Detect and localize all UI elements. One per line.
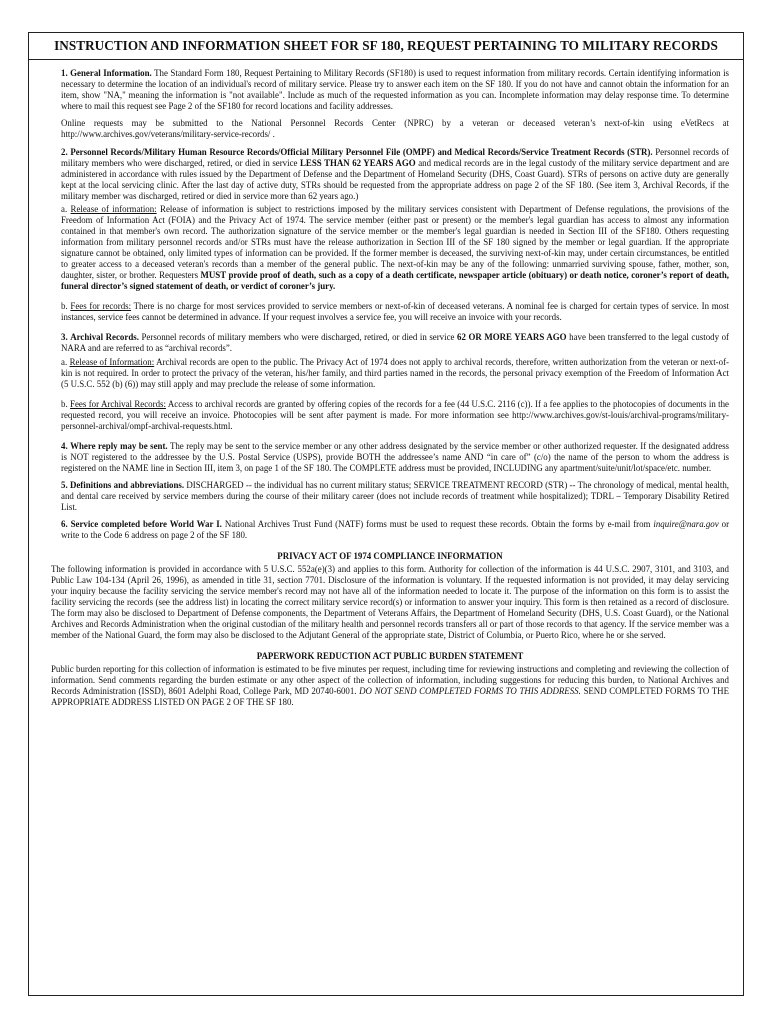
section-3-archival-records (61, 332, 729, 354)
section-5-number: 5. (61, 480, 68, 490)
section-2a-bold: MUST provide proof of death, such as a copy of a death certificate, newspaper article (obituary) or death notice, coroner’s report of death, funeral director’s signed statement of death, or verdict of coroner’s jury. (61, 270, 730, 292)
section-4-number: 4. (61, 440, 68, 451)
section-2-number: 2. (61, 146, 68, 157)
section-3b-text: Access to archival records are granted by offering copies of the records for a fee (44 U.S.C. 2116 (c)). If a fee applies to the photocopies of documents in the requested record, you will receive an invoice. Photocopies will be sent after payment is made. For more information see http://www.archives.gov/st-louis/archival-programs/military-personnel-archival/ompf-archival-requests.html. (61, 398, 729, 431)
paperwork-reduction-heading: PAPERWORK REDUCTION ACT PUBLIC BURDEN STATEMENT (256, 650, 524, 661)
section-2b-fees-for-records (61, 301, 729, 323)
section-2a-text: Release of information is subject to restrictions imposed by the military services consistent with Department of Defense regulations, the provisions of the Freedom of Information Act (FOIA) and the Privacy Act of 1974. The service member (either past or present) or the member's legal guardian has access to almost any information contained in that member's own record. The authorization signature of the service member or the member's legal guardian is needed in Section III of the SF180. Others requesting information from military personnel records and/or STRs must have the release authorization in Section III of the SF 180 signed by the member or legal guardian. If the appropriate signature cannot be obtained, only limited types of information can be provided. If the former member is deceased, the surviving next-of-kin may, under certain circumstances, be entitled to greater access to a deceased veteran's records than a member of the general public. The next-of-kin may be any of the following: unmarried surviving spouse, father, mother, son, daughter, sister, or brother. Requesters (61, 204, 729, 281)
section-6-number: 6. (61, 519, 68, 530)
section-2-text-1: Personnel records of military members who were discharged, retired, or died in service (61, 146, 730, 168)
section-2b-text: There is no charge for most services provided to service members or next-of-kin of deceased veterans. A nominal fee is charged for certain types of service. In most instances, service fees cannot be determined in advance. If your request involves a service fee, you will receive an invoice with your records. (61, 301, 729, 323)
section-3a-release-of-information (61, 357, 729, 390)
section-4-where-reply-may-be-sent (61, 441, 729, 474)
section-2-bold-1: LESS THAN 62 YEARS AGO (300, 157, 416, 168)
section-1-general-information (61, 68, 729, 112)
section-2-personnel-records (61, 147, 729, 202)
section-3b-title: Fees for Archival Records: (70, 398, 166, 409)
instruction-sheet (28, 32, 744, 996)
online-requests-text: Online requests may be submitted to the National Personnel Records Center (NPRC) by a veteran or deceased veteran’s next-of-kin using eVetRecs at http://www.archives.gov/veterans/military-service-records/ . (61, 118, 729, 140)
paperwork-reduction-paragraph (51, 664, 729, 708)
section-3a-label: a. (61, 356, 68, 367)
section-6-text-2: or write to the Code 6 address on page 2 of the SF 180. (61, 519, 730, 541)
section-4-text: The reply may be sent to the service member or any other address designated by the service member or other authorized requester. If the designated address is NOT registered to the addressee by the U.S. Postal Service (USPS), provide BOTH the addressee’s name AND “in care of” (c/o) the name of the person to whom the address is registered on the NAME line in Section III, item 3, on page 1 of the SF 180. The COMPLETE address must be provided, INCLUDING any apartment/suite/unit/lot/space/etc. number. (61, 440, 730, 473)
section-6-heading: Service completed before World War I. (70, 519, 222, 530)
inquire-email-address: inquire@nara.gov (653, 519, 719, 530)
section-3-number: 3. (61, 332, 68, 343)
paperwork-text-1: Public burden reporting for this collection of information is estimated to be five minutes per request, including time for reviewing instructions and completing and reviewing the collection of information. Send comments regarding the burden estimate or any other aspect of the collection of information, including suggestions for reducing this burden, to National Archives and Records Administration (ISSD), 8601 Adelphi Road, College Park, MD 20740-6001. (51, 663, 729, 696)
section-2-text-2: and medical records are in the legal custody of the military service department and are administered in accordance with rules issued by the Department of Defense and the Department of Homeland Security (DHS, Coast Guard). STRs of persons on active duty are generally kept at the local servicing clinic. After the last day of active duty, STRs should be requested from the appropriate address on page 2 of the SF 180. (See item 3, Archival Records, if the military member was discharged, retired or died in service more than 62 years ago.) (61, 157, 730, 201)
section-1-text: The Standard Form 180, Request Pertaining to Military Records (SF180) is used to request information from military records. Certain identifying information is necessary to determine the location of an individual's record of military service. Please try to answer each item on the SF 180. If you do not have and cannot obtain the information for an item, show "NA," meaning the information is "not available". Include as much of the requested information as you can. Incomplete information may delay response time. To determine where to mail this request see Page 2 of the SF180 for record locations and facility addresses. (61, 68, 730, 111)
privacy-act-heading: PRIVACY ACT OF 1974 COMPLIANCE INFORMATION (277, 551, 503, 562)
paperwork-text-2: SEND COMPLETED FORMS TO THE APPROPRIATE ADDRESS LISTED ON PAGE 2 OF THE SF 180. (51, 685, 730, 707)
section-3-text-2: have been transferred to the legal custody of NARA and are referred to as “archival records”. (61, 332, 729, 353)
section-3-text-1: Personnel records of military members who were discharged, retired, or died in service (141, 332, 455, 343)
section-1-number: 1. (61, 68, 68, 78)
section-3b-label: b. (61, 398, 68, 409)
document-body (29, 60, 743, 708)
section-2a-release-of-information (61, 204, 729, 292)
online-requests-paragraph (61, 118, 729, 140)
section-3a-text: Archival records are open to the public. The Privacy Act of 1974 does not apply to archival records, therefore, written authorization from the veteran or next-of-kin is not required. In order to protect the privacy of the veteran, his/her family, and third parties named in the records, the personal privacy exemption of the Freedom of Information Act (5 U.S.C. 552 (b) (6)) may still apply and may preclude the release of some information. (61, 356, 729, 389)
section-5-heading: Definitions and abbreviations. (69, 480, 185, 490)
section-2a-label: a. (61, 204, 68, 215)
page-title: INSTRUCTION AND INFORMATION SHEET FOR SF 180, REQUEST PERTAINING TO MILITARY RECORDS (29, 33, 743, 60)
section-6-text-1: National Archives Trust Fund (NATF) forms must be used to request these records. Obtain the forms by e-mail from (224, 519, 651, 530)
section-1-heading: General Information. (70, 68, 152, 78)
section-5-text: DISCHARGED -- the individual has no current military status; SERVICE TREATMENT RECORD (STR) -- The chronology of medical, mental health, and dental care received by service members during the course of their military career (does not include records of treatment while hospitalized); TDRL – Temporary Disability Retired List. (61, 480, 730, 512)
section-5-definitions (61, 480, 729, 513)
section-3b-fees-for-archival-records (61, 399, 729, 432)
section-3-bold-1: 62 OR MORE YEARS AGO (457, 332, 567, 343)
section-4-heading: Where reply may be sent. (70, 440, 168, 451)
paperwork-italic-warning: DO NOT SEND COMPLETED FORMS TO THIS ADDRESS. (359, 685, 581, 696)
section-6-before-world-war-1 (61, 519, 729, 541)
section-2b-label: b. (61, 301, 68, 312)
privacy-act-text: The following information is provided in accordance with 5 U.S.C. 552a(e)(3) and applies to this form. Authority for collection of the information is 44 U.S.C. 2907, 3101, and 3103, and Public Law 104-134 (April 26, 1996), as amended in title 31, section 7701. Disclosure of the information is voluntary. If the requested information is not provided, it may delay servicing your inquiry because the facility servicing the service member's record may not have all of the information needed to locate it. The purpose of the information on this form is to assist the facility servicing the records (see the address list) in locating the correct military service record(s) or information to answer your inquiry. This form is then retained as a record of disclosure. The form may also be disclosed to Department of Defense components, the Department of Veterans Affairs, the Department of Homeland Security (DHS, U.S. Coast Guard), or the National Archives and Records Administration when the original custodian of the military health and personnel records transfers all or part of those records to that agency. If the service member was a member of the National Guard, the form may also be disclosed to the Adjutant General of the appropriate state, District of Columbia, or Puerto Rico, where he or she served. (51, 564, 729, 640)
section-3a-title: Release of Information: (69, 356, 155, 367)
section-2a-title: Release of information: (70, 204, 157, 215)
section-2-heading: Personnel Records/Military Human Resource Records/Official Military Personnel File (OMPF) and Medical Records/Service Treatment Records (STR). (70, 146, 653, 157)
section-3-heading: Archival Records. (70, 332, 139, 343)
section-2b-title: Fees for records: (70, 301, 132, 312)
